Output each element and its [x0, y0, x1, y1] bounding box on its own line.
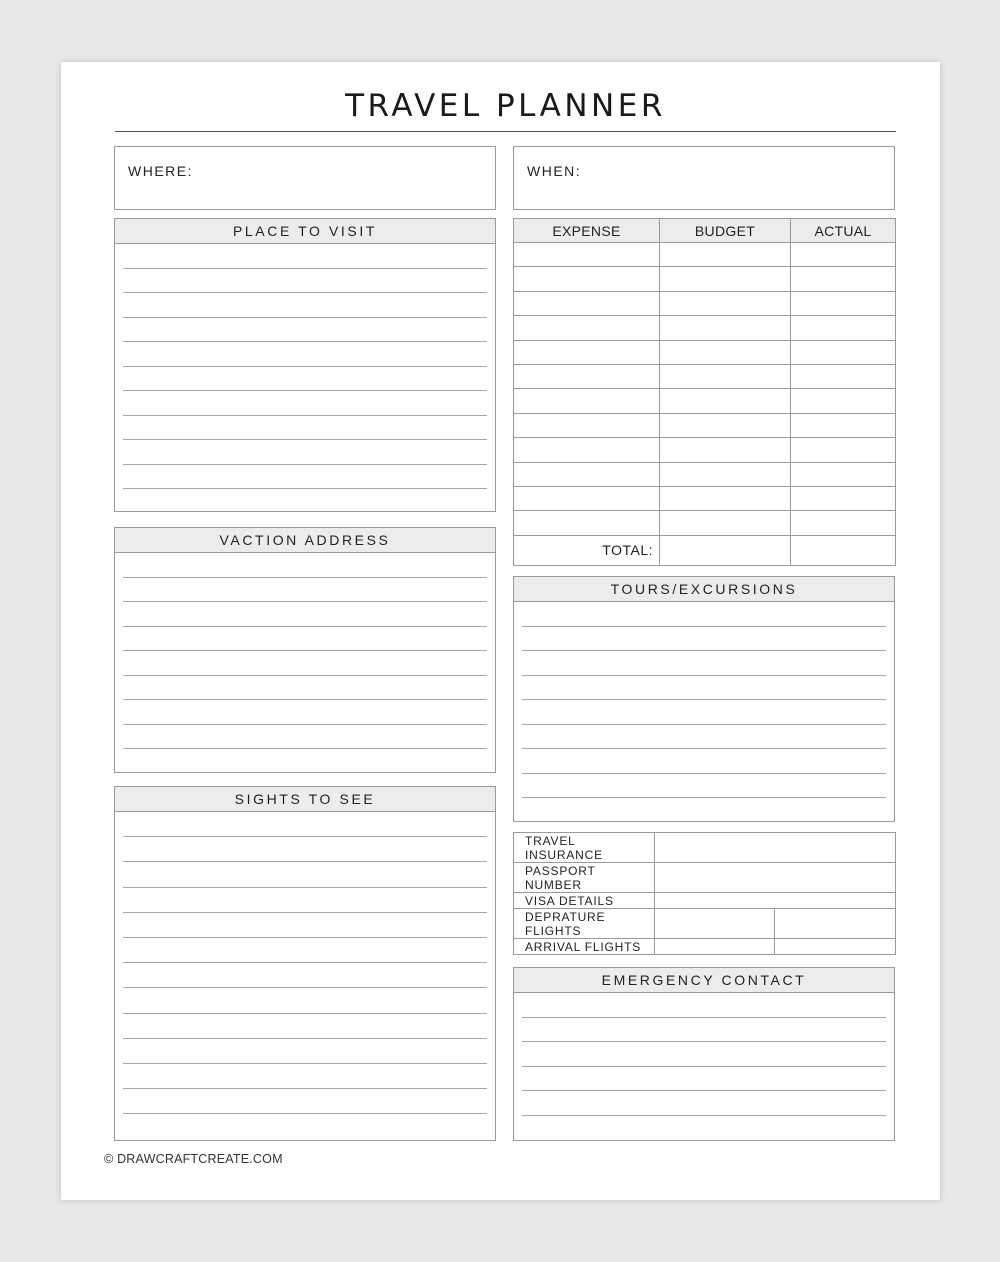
info-row [514, 863, 896, 893]
writing-line [123, 1088, 487, 1089]
writing-line [522, 797, 886, 798]
info-label: VISA DETAILS [514, 893, 655, 909]
writing-line [522, 1066, 886, 1067]
expense-cell[interactable] [514, 364, 660, 388]
tours-section [513, 576, 895, 822]
vacation-address-lines[interactable] [123, 552, 487, 772]
total-budget-cell[interactable] [660, 535, 791, 565]
actual-cell[interactable] [791, 316, 896, 340]
expense-cell[interactable] [514, 389, 660, 413]
writing-line [123, 1113, 487, 1114]
expense-row [514, 267, 896, 291]
where-label: WHERE: [128, 163, 193, 179]
budget-cell[interactable] [660, 291, 791, 315]
expense-table [513, 218, 896, 566]
budget-cell[interactable] [660, 267, 791, 291]
info-label: PASSPORT NUMBER [514, 863, 655, 893]
writing-line [123, 439, 487, 440]
writing-line [123, 912, 487, 913]
travel-info-section [513, 832, 895, 955]
writing-line [522, 724, 886, 725]
writing-line [123, 650, 487, 651]
actual-cell[interactable] [791, 462, 896, 486]
total-label: TOTAL: [514, 535, 660, 565]
info-row [514, 909, 896, 939]
actual-cell[interactable] [791, 413, 896, 437]
copyright-footer: © DRAWCRAFTCREATE.COM [104, 1152, 283, 1166]
info-label: ARRIVAL FLIGHTS [514, 939, 655, 955]
writing-line [123, 488, 487, 489]
actual-cell[interactable] [791, 340, 896, 364]
sights-to-see-header: SIGHTS TO SEE [115, 787, 495, 812]
writing-line [522, 1017, 886, 1018]
info-row [514, 833, 896, 863]
info-label: TRAVEL INSURANCE [514, 833, 655, 863]
expense-cell[interactable] [514, 291, 660, 315]
writing-line [123, 724, 487, 725]
writing-line [522, 1115, 886, 1116]
emergency-contact-lines[interactable] [522, 992, 886, 1140]
actual-cell[interactable] [791, 389, 896, 413]
writing-line [123, 1038, 487, 1039]
expense-cell[interactable] [514, 438, 660, 462]
emergency-contact-section [513, 967, 895, 1141]
expense-cell[interactable] [514, 462, 660, 486]
expense-row [514, 413, 896, 437]
budget-cell[interactable] [660, 486, 791, 510]
expense-row [514, 486, 896, 510]
title-divider [115, 131, 896, 132]
place-to-visit-lines[interactable] [123, 243, 487, 511]
info-row [514, 893, 896, 909]
expense-row [514, 364, 896, 388]
writing-line [123, 341, 487, 342]
budget-cell[interactable] [660, 243, 791, 267]
expense-header: EXPENSE [514, 219, 660, 243]
writing-line [123, 366, 487, 367]
budget-cell[interactable] [660, 364, 791, 388]
actual-cell[interactable] [791, 438, 896, 462]
expense-row [514, 389, 896, 413]
expense-cell[interactable] [514, 243, 660, 267]
budget-cell[interactable] [660, 511, 791, 535]
where-box[interactable] [114, 146, 496, 210]
budget-cell[interactable] [660, 462, 791, 486]
expense-cell[interactable] [514, 340, 660, 364]
expense-cell[interactable] [514, 511, 660, 535]
info-value-cell[interactable] [655, 833, 896, 863]
expense-cell[interactable] [514, 267, 660, 291]
budget-cell[interactable] [660, 438, 791, 462]
writing-line [123, 626, 487, 627]
info-value-cell-2[interactable] [775, 939, 896, 955]
writing-line [522, 626, 886, 627]
expense-rows [514, 243, 896, 536]
writing-line [123, 987, 487, 988]
writing-line [123, 675, 487, 676]
info-value-cell[interactable] [655, 863, 896, 893]
info-row [514, 939, 896, 955]
writing-line [123, 1063, 487, 1064]
budget-cell[interactable] [660, 413, 791, 437]
vacation-address-header: VACTION ADDRESS [115, 528, 495, 553]
writing-line [123, 887, 487, 888]
place-to-visit-header: PLACE TO VISIT [115, 219, 495, 244]
writing-line [123, 1013, 487, 1014]
sights-to-see-lines[interactable] [123, 811, 487, 1140]
expense-row [514, 243, 896, 267]
writing-line [123, 937, 487, 938]
info-label: DEPRATURE FLIGHTS [514, 909, 655, 939]
tours-lines[interactable] [522, 601, 886, 821]
expense-cell[interactable] [514, 486, 660, 510]
info-value-cell[interactable] [655, 939, 775, 955]
writing-line [123, 464, 487, 465]
budget-cell[interactable] [660, 316, 791, 340]
info-value-cell[interactable] [655, 893, 896, 909]
writing-line [123, 415, 487, 416]
writing-line [522, 748, 886, 749]
sights-to-see-section [114, 786, 496, 1141]
actual-cell[interactable] [791, 364, 896, 388]
writing-line [123, 292, 487, 293]
expense-row [514, 316, 896, 340]
budget-cell[interactable] [660, 389, 791, 413]
actual-cell[interactable] [791, 243, 896, 267]
writing-line [123, 861, 487, 862]
writing-line [123, 962, 487, 963]
expense-row [514, 340, 896, 364]
vacation-address-section [114, 527, 496, 773]
writing-line [123, 317, 487, 318]
expense-table-section [513, 218, 895, 565]
travel-info-table [513, 832, 896, 955]
actual-header: ACTUAL [791, 219, 896, 243]
writing-line [522, 650, 886, 651]
writing-line [123, 601, 487, 602]
tours-header: TOURS/EXCURSIONS [514, 577, 894, 602]
budget-cell[interactable] [660, 340, 791, 364]
writing-line [123, 577, 487, 578]
writing-line [123, 390, 487, 391]
expense-row [514, 511, 896, 535]
actual-cell[interactable] [791, 511, 896, 535]
actual-cell[interactable] [791, 486, 896, 510]
expense-row [514, 462, 896, 486]
emergency-contact-header: EMERGENCY CONTACT [514, 968, 894, 993]
info-value-cell-2[interactable] [775, 909, 896, 939]
page-title: TRAVEL PLANNER [345, 88, 666, 124]
expense-cell[interactable] [514, 316, 660, 340]
writing-line [522, 1090, 886, 1091]
expense-cell[interactable] [514, 413, 660, 437]
writing-line [123, 748, 487, 749]
writing-line [123, 836, 487, 837]
when-label: WHEN: [527, 163, 582, 179]
info-value-cell[interactable] [655, 909, 775, 939]
total-actual-cell[interactable] [791, 535, 896, 565]
budget-header: BUDGET [660, 219, 791, 243]
writing-line [522, 1041, 886, 1042]
actual-cell[interactable] [791, 291, 896, 315]
expense-row [514, 291, 896, 315]
actual-cell[interactable] [791, 267, 896, 291]
writing-line [123, 699, 487, 700]
expense-row [514, 438, 896, 462]
place-to-visit-section [114, 218, 496, 512]
writing-line [522, 675, 886, 676]
when-box[interactable] [513, 146, 895, 210]
writing-line [522, 773, 886, 774]
writing-line [522, 699, 886, 700]
writing-line [123, 268, 487, 269]
